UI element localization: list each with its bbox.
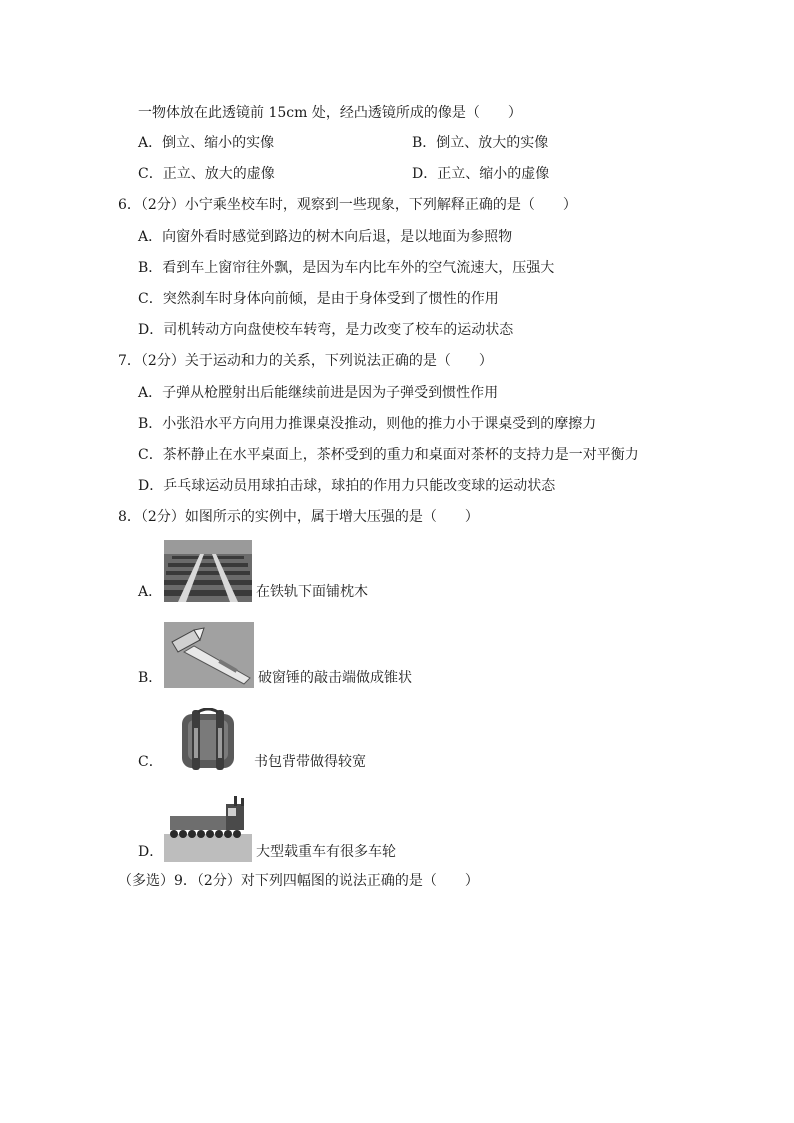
q6-option-d: D．司机转动方向盘使校车转弯，是力改变了校车的运动状态 bbox=[138, 322, 514, 338]
q6-option-c: C．突然刹车时身体向前倾，是由于身体受到了惯性的作用 bbox=[138, 291, 499, 307]
q8-option-b-caption: 破窗锤的敲击端做成锥状 bbox=[258, 670, 412, 686]
q8-option-a-label: A． bbox=[138, 584, 163, 600]
q7-stem: 7．（2分）关于运动和力的关系，下列说法正确的是（ ） bbox=[118, 353, 493, 369]
q6-option-b: B．看到车上窗帘往外飘，是因为车内比车外的空气流速大，压强大 bbox=[138, 260, 555, 276]
q7-option-a: A．子弹从枪膛射出后能继续前进是因为子弹受到惯性作用 bbox=[138, 385, 499, 401]
heavy-truck-photo bbox=[164, 794, 252, 862]
q8-option-c-label: C． bbox=[138, 754, 163, 770]
q7-option-d: D．乒乓球运动员用球拍击球，球拍的作用力只能改变球的运动状态 bbox=[138, 478, 556, 494]
q5-option-d: D．正立、缩小的虚像 bbox=[412, 166, 550, 182]
q8-option-c-caption: 书包背带做得较宽 bbox=[254, 754, 366, 770]
hammer-photo bbox=[164, 622, 254, 688]
q7-option-c: C．茶杯静止在水平桌面上，茶杯受到的重力和桌面对茶杯的支持力是一对平衡力 bbox=[138, 447, 639, 463]
q8-option-c bbox=[138, 708, 366, 772]
q8-option-d bbox=[138, 794, 396, 862]
q8-option-d-label: D． bbox=[138, 844, 164, 860]
q5-option-a: A．倒立、缩小的实像 bbox=[138, 135, 275, 151]
q8-stem: 8．（2分）如图所示的实例中，属于增大压强的是（ ） bbox=[118, 509, 479, 525]
q8-option-a bbox=[138, 540, 368, 602]
q5-option-b: B．倒立、放大的实像 bbox=[412, 135, 549, 151]
q6-option-a: A．向窗外看时感觉到路边的树木向后退，是以地面为参照物 bbox=[138, 229, 513, 245]
q7-option-b: B．小张沿水平方向用力推课桌没推动，则他的推力小于课桌受到的摩擦力 bbox=[138, 416, 597, 432]
q6-stem: 6．（2分）小宁乘坐校车时，观察到一些现象，下列解释正确的是（ ） bbox=[118, 197, 577, 213]
backpack-photo bbox=[168, 708, 248, 772]
q8-option-b-label: B． bbox=[138, 670, 163, 686]
q8-option-a-caption: 在铁轨下面铺枕木 bbox=[256, 584, 368, 600]
railway-track-photo bbox=[164, 540, 252, 602]
q9-stem: （多选）9．（2分）对下列四幅图的说法正确的是（ ） bbox=[118, 873, 479, 889]
q8-option-d-caption: 大型载重车有很多车轮 bbox=[256, 844, 396, 860]
q8-option-b bbox=[138, 622, 412, 688]
q5-option-c: C．正立、放大的虚像 bbox=[138, 166, 275, 182]
q5-stem-tail: 一物体放在此透镜前 15cm 处，经凸透镜所成的像是（ ） bbox=[138, 105, 522, 121]
